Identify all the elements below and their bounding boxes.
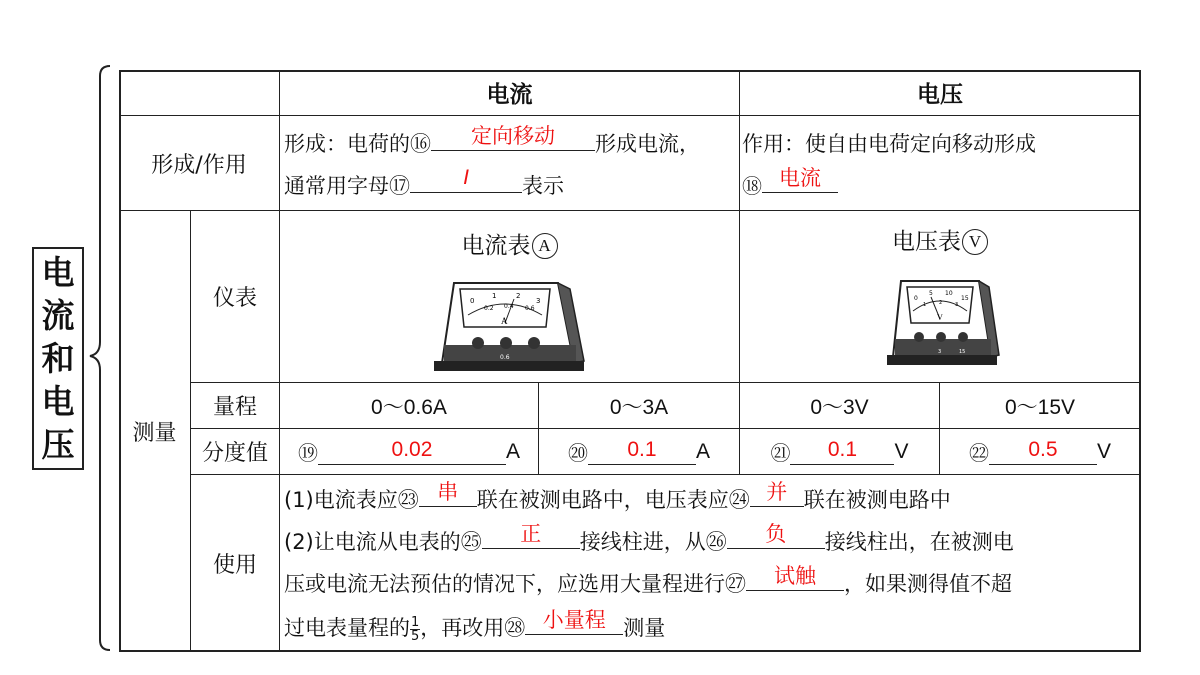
blank-21 bbox=[790, 438, 894, 465]
voltmeter-label: 电压表 bbox=[892, 229, 961, 255]
usage-text: 联在被测电路中 bbox=[803, 488, 951, 512]
resolution-unit: V bbox=[894, 439, 909, 463]
range-cell bbox=[280, 383, 539, 429]
range-value: 0～0.6A bbox=[371, 395, 447, 419]
range-cell bbox=[940, 383, 1141, 429]
row-label-resolution-text: 分度值 bbox=[201, 441, 268, 466]
usage-text: ，再改用㉘ bbox=[420, 616, 526, 640]
usage-text: 接线柱出，在被测电 bbox=[824, 530, 1014, 554]
resolution-cell bbox=[940, 429, 1141, 475]
side-title-char: 电 bbox=[41, 382, 75, 421]
header-voltage-label: 电压 bbox=[917, 82, 963, 108]
side-title-char: 电 bbox=[41, 253, 75, 292]
side-title-char: 和 bbox=[41, 339, 75, 378]
usage-text: (1)电流表应㉓ bbox=[284, 488, 419, 512]
blank-16 bbox=[431, 124, 595, 151]
form-current-cell bbox=[280, 116, 740, 211]
resolution-cell bbox=[280, 429, 539, 475]
range-value: 0～3V bbox=[810, 395, 869, 419]
voltmeter-icon bbox=[883, 273, 1003, 369]
usage-text: 联在被测电路中，电压表应㉔ bbox=[476, 488, 750, 512]
ammeter-terminal-label: 0.6 bbox=[500, 354, 510, 361]
answer-17: I bbox=[463, 166, 469, 189]
resolution-unit: A bbox=[505, 439, 520, 463]
answer-16: 定向移动 bbox=[471, 124, 555, 148]
answer-25: 正 bbox=[520, 522, 542, 546]
voltmeter-symbol-icon: V bbox=[962, 229, 988, 255]
row-label-measure bbox=[119, 211, 191, 652]
header-voltage bbox=[740, 70, 1141, 116]
row-label-form-text: 形成/作用 bbox=[151, 152, 247, 178]
range-value: 0～3A bbox=[609, 395, 669, 419]
blank-number: ㉒ bbox=[968, 443, 989, 465]
ammeter-tick: 1 bbox=[492, 292, 497, 300]
answer-18: 电流 bbox=[779, 166, 821, 190]
form-current-mid: 形成电流， bbox=[595, 132, 700, 156]
usage-text: (2)让电流从电表的㉕ bbox=[284, 530, 482, 554]
row-label-resolution bbox=[191, 429, 280, 475]
blank-26 bbox=[727, 522, 825, 549]
blank-19 bbox=[318, 438, 506, 465]
answer-28: 小量程 bbox=[542, 608, 606, 632]
range-value: 0～15V bbox=[1004, 395, 1076, 419]
row-label-range bbox=[191, 383, 280, 429]
voltmeter-tick: 10 bbox=[945, 290, 953, 297]
voltmeter-tick: 2 bbox=[939, 300, 943, 306]
form-current-suffix: 表示 bbox=[522, 174, 564, 198]
voltmeter-tick: 15 bbox=[961, 295, 969, 302]
form-current-prefix: 形成：电荷的⑯ bbox=[284, 132, 431, 156]
ammeter-unit: A bbox=[501, 316, 508, 326]
answer-27: 试触 bbox=[774, 564, 816, 588]
ammeter-label: 电流表 bbox=[461, 233, 531, 259]
blank-24 bbox=[750, 480, 804, 507]
row-label-range-text: 量程 bbox=[212, 395, 257, 420]
row-label-instrument bbox=[191, 211, 280, 383]
resolution-unit: A bbox=[695, 439, 710, 463]
usage-text: 接线柱进，从㉖ bbox=[579, 530, 727, 554]
answer-23: 串 bbox=[437, 480, 459, 504]
voltmeter-cell bbox=[740, 211, 1141, 383]
answer-26: 负 bbox=[765, 522, 787, 546]
resolution-unit: V bbox=[1096, 439, 1111, 463]
row-label-instrument-text: 仪表 bbox=[212, 286, 257, 311]
row-label-usage-text: 使用 bbox=[212, 552, 257, 578]
ammeter-symbol-icon: A bbox=[532, 233, 558, 259]
usage-text: ，如果测得值不超 bbox=[844, 572, 1012, 596]
voltmeter-tick: 0 bbox=[914, 295, 918, 302]
header-current bbox=[280, 70, 740, 116]
ammeter-tick: 0.4 bbox=[504, 303, 514, 310]
header-current-label: 电流 bbox=[486, 82, 533, 108]
blank-number: ⑳ bbox=[567, 443, 588, 465]
answer-24: 并 bbox=[766, 480, 788, 504]
ammeter-tick: 0 bbox=[470, 297, 475, 305]
voltmeter-unit: V bbox=[937, 313, 943, 322]
side-title-char: 流 bbox=[41, 296, 75, 335]
voltmeter-terminal-label: 3 bbox=[938, 349, 942, 355]
blank-number: ㉑ bbox=[770, 443, 791, 465]
blank-27 bbox=[746, 564, 844, 591]
side-title-char: 压 bbox=[41, 425, 75, 464]
blank-20 bbox=[588, 438, 696, 465]
row-label-measure-text: 测量 bbox=[132, 420, 177, 446]
blank-28 bbox=[525, 608, 623, 635]
blank-25 bbox=[482, 522, 580, 549]
resolution-cell bbox=[740, 429, 940, 475]
answer-20: 0.1 bbox=[627, 438, 657, 461]
form-voltage-cell bbox=[740, 116, 1141, 211]
voltmeter-tick: 3 bbox=[955, 302, 959, 308]
row-label-usage bbox=[191, 475, 280, 652]
blank-23 bbox=[419, 480, 477, 507]
blank-number: ⑲ bbox=[297, 443, 318, 465]
knowledge-table bbox=[119, 70, 1141, 652]
ammeter-tick: 2 bbox=[516, 292, 521, 300]
form-current-line2: 通常用字母⑰ bbox=[284, 174, 410, 198]
blank-22 bbox=[989, 438, 1097, 465]
ammeter-cell bbox=[280, 211, 740, 383]
usage-text: 测量 bbox=[623, 616, 666, 640]
ammeter-icon bbox=[430, 275, 590, 375]
curly-brace bbox=[84, 62, 114, 654]
voltmeter-tick: 5 bbox=[929, 290, 933, 297]
blank-17 bbox=[410, 166, 522, 193]
ammeter-title bbox=[280, 227, 739, 260]
voltmeter-tick: 1 bbox=[923, 302, 927, 308]
corner-cell bbox=[119, 70, 280, 116]
resolution-cell bbox=[539, 429, 740, 475]
usage-text: 压或电流无法预估的情况下，应选用大量程进行㉗ bbox=[284, 572, 746, 596]
answer-19: 0.02 bbox=[391, 438, 433, 461]
usage-cell bbox=[280, 475, 1141, 652]
ammeter-tick: 3 bbox=[536, 297, 541, 305]
side-title bbox=[32, 247, 84, 470]
ammeter-tick: 0.2 bbox=[484, 305, 494, 312]
form-voltage-text: 作用：使自由电荷定向移动形成 bbox=[742, 132, 1036, 156]
range-cell bbox=[539, 383, 740, 429]
answer-21: 0.1 bbox=[827, 438, 858, 461]
fraction-denominator: 5 bbox=[411, 628, 420, 644]
fraction bbox=[410, 616, 420, 643]
range-cell bbox=[740, 383, 940, 429]
form-voltage-num18: ⑱ bbox=[742, 174, 762, 198]
answer-22: 0.5 bbox=[1028, 438, 1058, 461]
voltmeter-terminal-label: 15 bbox=[959, 349, 966, 355]
row-label-form bbox=[119, 116, 280, 211]
fraction-numerator: 1 bbox=[411, 614, 420, 630]
usage-text: 过电表量程的 bbox=[284, 616, 410, 640]
voltmeter-title bbox=[740, 223, 1140, 256]
blank-18 bbox=[762, 166, 838, 193]
ammeter-tick: 0.6 bbox=[525, 305, 535, 312]
